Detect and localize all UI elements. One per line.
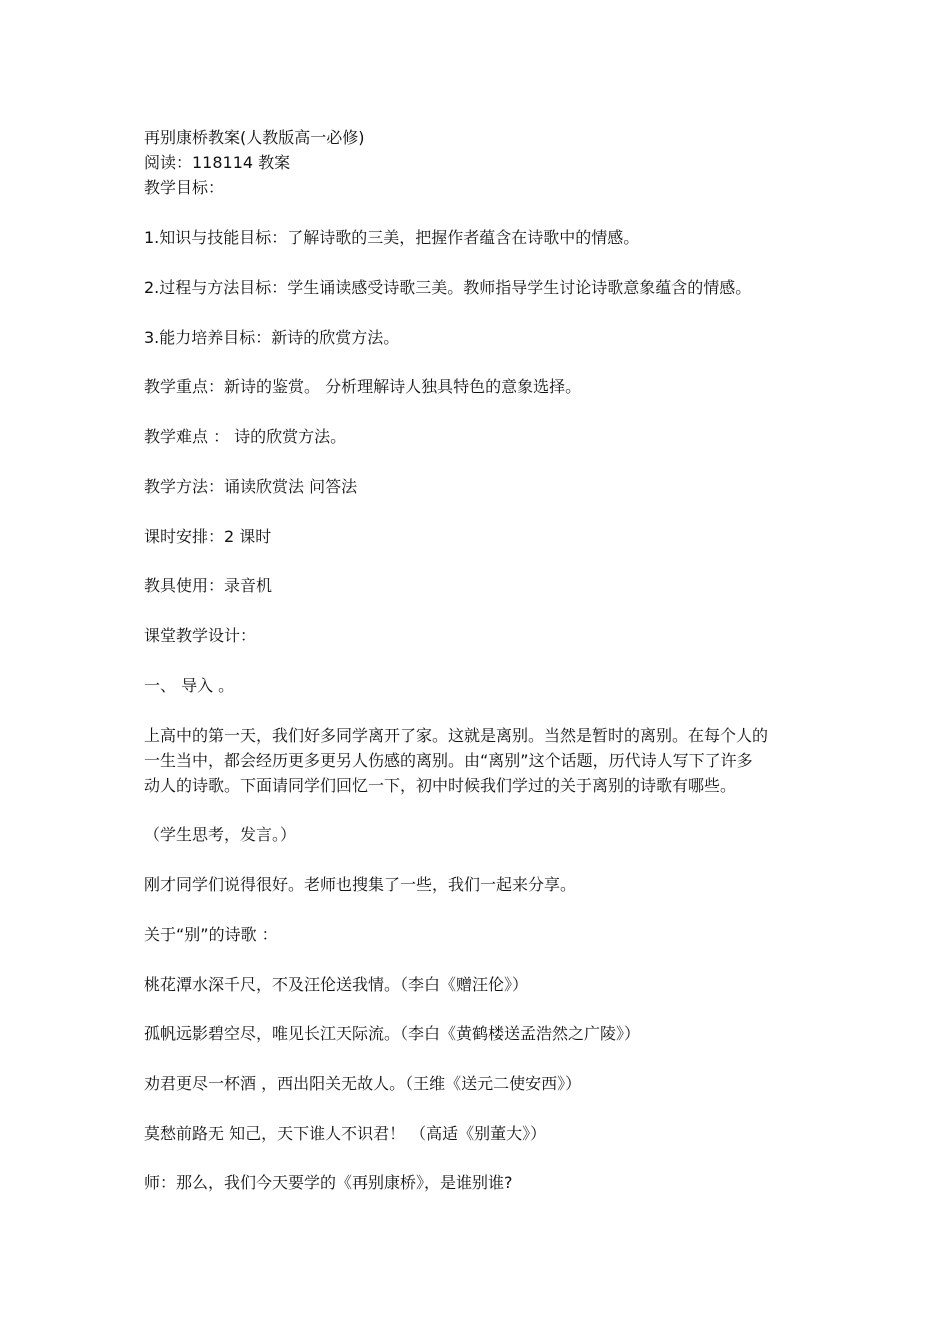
poem-line: 莫愁前路无 知己，天下谁人不识君！ （高适《别董大》） (144, 1124, 547, 1143)
section-heading-intro: 一、 导入 。 (144, 676, 235, 695)
intro-line: 动人的诗歌。下面请同学们回忆一下，初中时候我们学过的关于离别的诗歌有哪些。 (144, 776, 737, 795)
objective-1: 1.知识与技能目标：了解诗歌的三美，把握作者蕴含在诗歌中的情感。 (144, 228, 640, 247)
difficulty: 教学难点 ： 诗的欣赏方法。 (144, 427, 347, 446)
teaching-method: 教学方法：诵读欣赏法 问答法 (144, 477, 358, 496)
student-note: （学生思考，发言。） (144, 825, 297, 844)
poems-heading: 关于“别”的诗歌 ： (144, 925, 278, 944)
document-meta: 阅读：118114 教案 (144, 153, 291, 172)
objective-3: 3.能力培养目标：新诗的欣赏方法。 (144, 328, 400, 347)
objectives-heading: 教学目标： (144, 178, 225, 197)
poem-line: 桃花潭水深千尺，不及汪伦送我情。（李白《赠汪伦》） (144, 975, 529, 994)
key-point: 教学重点：新诗的鉴赏。 分析理解诗人独具特色的意象选择。 (144, 377, 582, 396)
teacher-note: 刚才同学们说得很好。老师也搜集了一些，我们一起来分享。 (144, 875, 577, 894)
teaching-tools: 教具使用：录音机 (144, 576, 273, 595)
intro-line: 上高中的第一天，我们好多同学离开了家。这就是离别。当然是暂时的离别。在每个人的 (144, 726, 769, 745)
teacher-question: 师：那么，我们今天要学的《再别康桥》，是谁别谁? (144, 1173, 513, 1192)
poem-line: 劝君更尽一杯酒 ，西出阳关无故人。（王维《送元二使安西》） (144, 1074, 582, 1093)
design-heading: 课堂教学设计： (144, 626, 257, 645)
schedule: 课时安排：2 课时 (144, 527, 272, 546)
intro-line: 一生当中，都会经历更多更另人伤感的离别。由“离别”这个话题，历代诗人写下了许多 (144, 751, 753, 770)
intro-paragraph (144, 723, 814, 798)
objective-2: 2.过程与方法目标：学生诵读感受诗歌三美。教师指导学生讨论诗歌意象蕴含的情感。 (144, 278, 752, 297)
poem-line: 孤帆远影碧空尽，唯见长江天际流。（李白《黄鹤楼送孟浩然之广陵》） (144, 1024, 641, 1043)
document-title: 再别康桥教案(人教版高一必修) (144, 128, 365, 147)
